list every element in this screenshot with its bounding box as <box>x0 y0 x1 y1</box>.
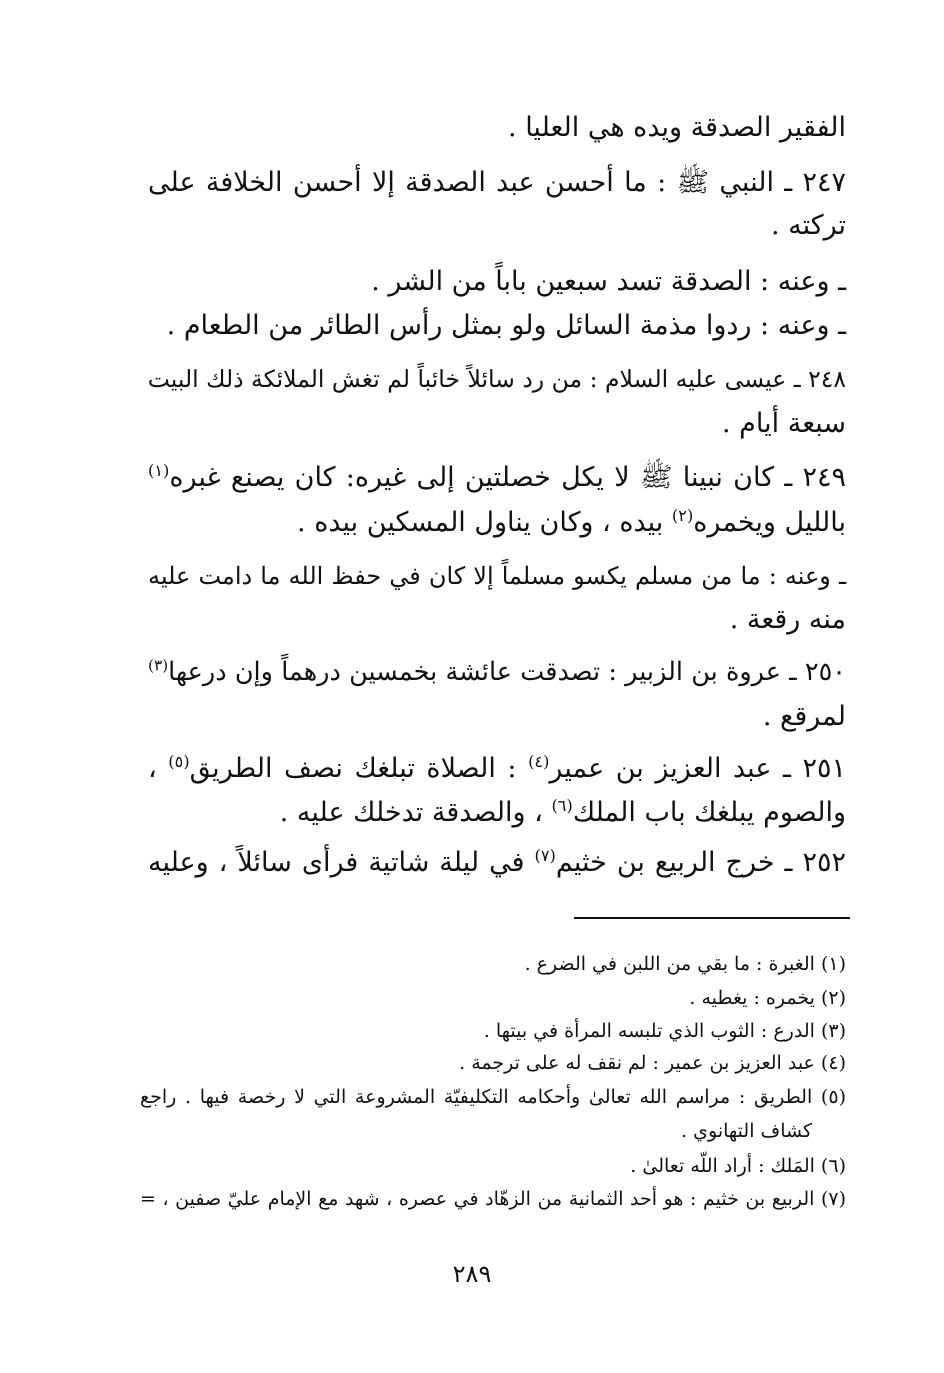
footnote-5: (٥) الطريق : مراسم الله تعالىٰ وأحكامه التكليفيّة المشروعة التي لا رخصة فيها . راجع <box>140 1086 846 1108</box>
entry-252-b: في ليلة شاتية فرأى سائلاً ، وعليه <box>148 847 525 878</box>
entry-251-cont-b: ، والصدقة تدخلك عليه . <box>279 797 543 828</box>
entry-249-cont-a: بالليل ويخمره <box>693 507 846 538</box>
footnote-ref-2: (٢) <box>671 506 694 525</box>
entry-247-text: ما أحسن عبد الصدقة إلا أحسن الخلافة على <box>148 167 647 198</box>
entry-249 <box>148 458 846 498</box>
entry-251-a: ٢٥١ ـ عبد العزيز بن عمير <box>549 753 847 784</box>
footnote-3: (٣) الدرع : الثوب الذي تلبسه المرأة في بيتها . <box>483 1020 846 1042</box>
entry-251 <box>148 749 846 789</box>
footnote-7: (٧) الربيع بن خثيم : هو أحد الثمانية من الزهّاد في عصره ، شهد مع الإمام عليّ صفين ، = <box>140 1188 846 1210</box>
entry-247 <box>148 163 846 203</box>
entry-248-continuation: سبعة أيام . <box>722 408 846 439</box>
footnote-4: (٤) عبد العزيز بن عمير : لم نقف له على ترجمة . <box>459 1052 846 1074</box>
entry-247-prefix: ٢٤٧ ـ النبي ﷺ : <box>657 167 846 198</box>
footnote-6: (٦) المَلك : أراد اللّه تعالىٰ . <box>630 1155 846 1177</box>
footnote-separator <box>574 917 850 919</box>
entry-247-continuation: تركته . <box>770 210 846 241</box>
entry-251-c: ، <box>148 753 157 784</box>
footnote-2: (٢) يخمره : يغطيه . <box>689 987 846 1009</box>
entry-251-b: : الصلاة تبلغك نصف الطريق <box>189 753 517 784</box>
entry-250-text: ٢٥٠ ـ عروة بن الزبير : تصدقت عائشة بخمسين درهماً وإن درعها <box>168 657 846 687</box>
entry-250 <box>148 652 846 692</box>
footnote-ref-1: (١) <box>148 461 170 480</box>
footnote-1: (١) الغبرة : ما بقي من اللبن في الضرع . <box>524 953 846 975</box>
wa-anhu-line-2: ـ وعنه : ردوا مذمة السائل ولو بمثل رأس الطائر من الطعام . <box>166 310 846 341</box>
entry-249-continuation <box>297 503 846 543</box>
footnote-ref-7: (٧) <box>534 846 556 865</box>
entry-251-cont-a: والصوم يبلغك باب الملك <box>572 797 846 828</box>
wa-anhu-line-3-continuation: منه رقعة . <box>729 604 846 635</box>
footnote-ref-3: (٣) <box>148 656 169 675</box>
entry-251-continuation <box>280 793 846 833</box>
text-line-continuation: الفقير الصدقة ويده هي العليا . <box>508 112 846 143</box>
entry-248: ٢٤٨ ـ عيسى عليه السلام : من رد سائلاً خائباً لم تغش الملائكة ذلك البيت <box>147 365 846 393</box>
footnote-ref-6: (٦) <box>551 796 573 815</box>
footnote-ref-4: (٤) <box>528 752 550 771</box>
page-number: ٢٨٩ <box>452 1260 492 1288</box>
entry-252-a: ٢٥٢ ـ خرج الربيع بن خثيم <box>555 847 846 878</box>
footnote-ref-5: (٥) <box>168 752 190 771</box>
wa-anhu-line-3: ـ وعنه : ما من مسلم يكسو مسلماً إلا كان في حفظ الله ما دامت عليه <box>148 562 846 590</box>
entry-250-continuation: لمرقع . <box>762 701 846 732</box>
entry-252 <box>148 843 846 883</box>
entry-249-cont-b: بيده ، وكان يناول المسكين بيده . <box>297 507 664 538</box>
entry-249-text: ٢٤٩ ـ كان نبينا ﷺ لا يكل خصلتين إلى غيره: كان يصنع غبره <box>169 462 846 493</box>
footnote-5-continuation: كشاف التهانوي . <box>681 1120 812 1142</box>
wa-anhu-line-1: ـ وعنه : الصدقة تسد سبعين باباً من الشر . <box>371 266 846 297</box>
